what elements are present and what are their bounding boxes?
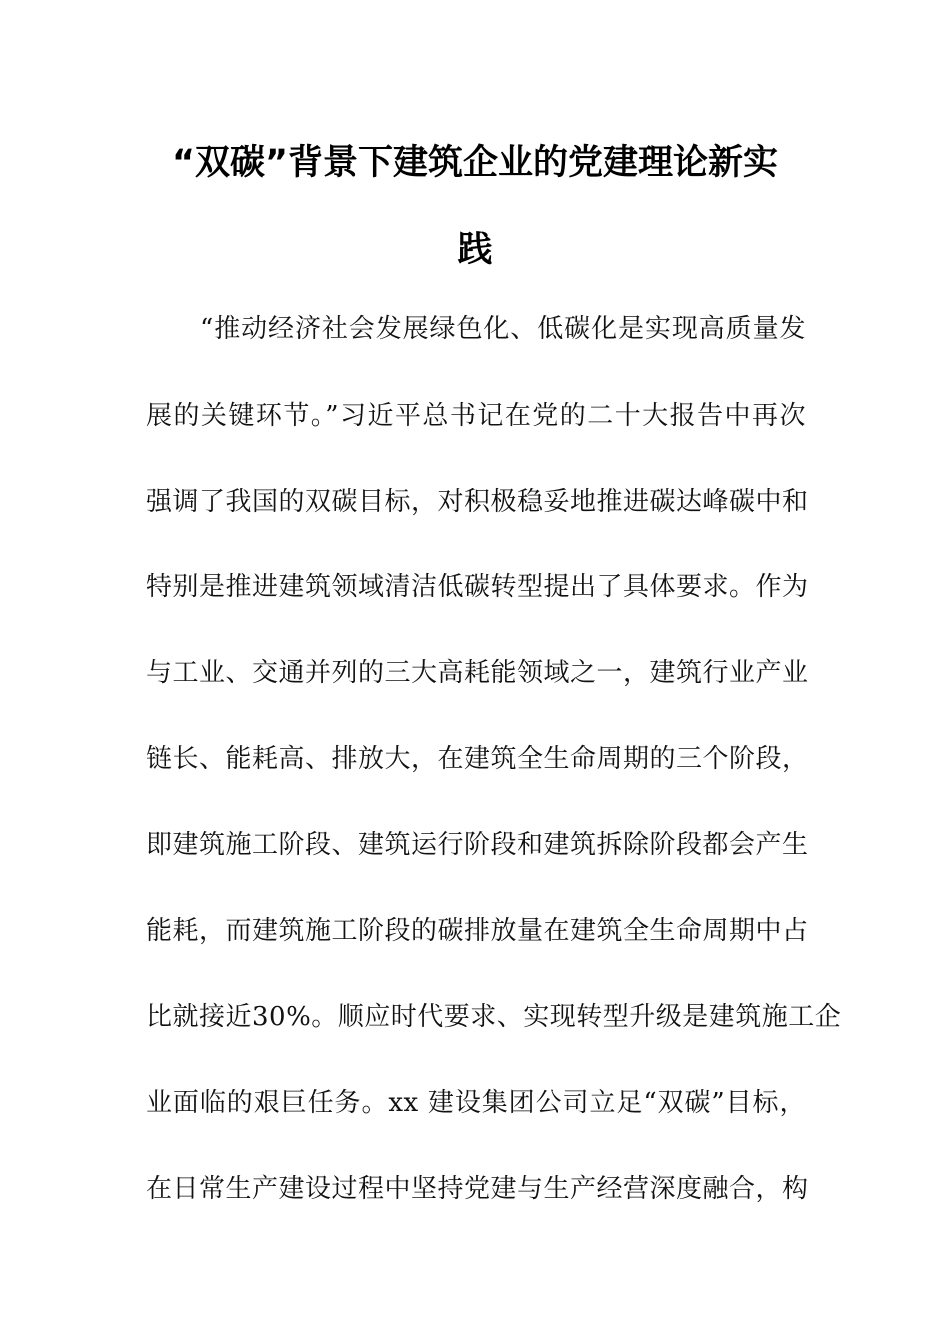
paragraph-line-3: 强调了我国的双碳目标，对积极稳妥地推进碳达峰碳中和 [146,487,809,517]
paragraph-line-4: 特别是推进建筑领域清洁低碳转型提出了具体要求。作为 [146,572,809,602]
paragraph-line-10: 业面临的艰巨任务。xx 建设集团公司立足“双碳”目标， [146,1088,806,1118]
paragraph-line-2: 展的关键环节。”习近平总书记在党的二十大报告中再次 [146,401,806,431]
document-title-line-2: 践 [457,230,493,270]
paragraph-line-6: 链长、能耗高、排放大，在建筑全生命周期的三个阶段， [146,744,809,774]
paragraph-line-9: 比就接近30%。顺应时代要求、实现转型升级是建筑施工企 [146,1002,842,1032]
document-title-line-1: “双碳”背景下建筑企业的党建理论新实 [171,143,778,183]
paragraph-line-11: 在日常生产建设过程中坚持党建与生产经营深度融合，构 [146,1174,809,1204]
paragraph-line-1: “推动经济社会发展绿色化、低碳化是实现高质量发 [200,314,806,344]
paragraph-line-8: 能耗，而建筑施工阶段的碳排放量在建筑全生命周期中占 [146,916,809,946]
paragraph-line-5: 与工业、交通并列的三大高耗能领域之一，建筑行业产业 [146,658,809,688]
paragraph-line-7: 即建筑施工阶段、建筑运行阶段和建筑拆除阶段都会产生 [146,830,809,860]
